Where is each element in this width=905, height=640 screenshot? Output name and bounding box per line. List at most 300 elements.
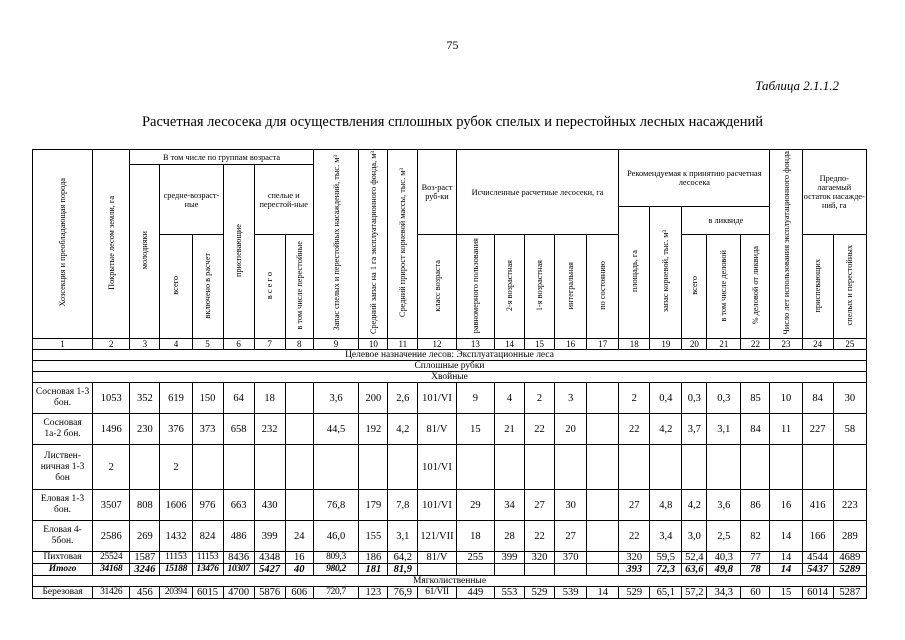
table-cell: 11153 [160, 552, 192, 564]
column-number: 23 [770, 339, 802, 350]
column-number-row [33, 339, 867, 350]
table-label: Таблица 2.1.1.2 [755, 78, 839, 93]
table-cell [802, 445, 833, 490]
table-cell: 5427 [254, 564, 285, 576]
table-cell [285, 445, 313, 490]
table-cell: 1496 [93, 414, 130, 445]
column-number: 6 [223, 339, 254, 350]
row-name: Еловая 4-5бон. [33, 521, 93, 552]
table-cell [388, 445, 418, 490]
table-cell [223, 445, 254, 490]
table-header [33, 150, 867, 350]
header-cell [650, 206, 682, 339]
header-text: всего [689, 276, 699, 295]
table-cell: 486 [223, 521, 254, 552]
row-name: Листвен-ничная 1-3 бон [33, 445, 93, 490]
table-cell: 77 [741, 552, 770, 564]
table-cell: 16 [285, 552, 313, 564]
table-cell: 84 [741, 414, 770, 445]
table-cell: 2 [525, 383, 555, 414]
header-text: равномерного пользования [470, 237, 480, 334]
column-number: 24 [802, 339, 833, 350]
table-cell [833, 445, 866, 490]
header-cell [223, 165, 254, 339]
table-cell [254, 445, 285, 490]
table-cell: 22 [525, 414, 555, 445]
table-cell: 289 [833, 521, 866, 552]
table-cell: 150 [192, 383, 223, 414]
table-cell: 3 [555, 383, 587, 414]
header-cell [388, 150, 418, 339]
table-cell: 65,1 [650, 587, 682, 599]
header-text: Покрытые лесом земли, га [106, 195, 116, 290]
header-text: приспевающие [234, 223, 244, 277]
table-cell: 0,3 [707, 383, 741, 414]
table-cell: 7,8 [388, 490, 418, 521]
table-row [33, 383, 867, 414]
table-cell: 1587 [130, 552, 160, 564]
table-cell [619, 445, 650, 490]
header-cell [525, 235, 555, 339]
table-cell: 373 [192, 414, 223, 445]
header-text: 2-я возрастная [504, 259, 514, 312]
table-cell: 4 [494, 383, 524, 414]
table-cell: 4700 [223, 587, 254, 599]
table-cell: 25524 [93, 552, 130, 564]
table-cell [456, 445, 494, 490]
column-number: 9 [313, 339, 359, 350]
column-number: 16 [555, 339, 587, 350]
header-text: включено в расчет [203, 252, 213, 319]
table-cell: 14 [770, 552, 802, 564]
table-cell: 980,2 [313, 564, 359, 576]
header-text: Средний прирост корневой массы, тыс. м³ [398, 168, 408, 318]
table-cell: 3507 [93, 490, 130, 521]
table-cell: 399 [494, 552, 524, 564]
table-cell: 10307 [223, 564, 254, 576]
table-row [33, 414, 867, 445]
header-cell [254, 235, 285, 339]
table-cell: 720,7 [313, 587, 359, 599]
table-cell: 81/V [418, 414, 456, 445]
table-cell: 5437 [802, 564, 833, 576]
table-cell: 82 [741, 521, 770, 552]
table-cell [359, 445, 388, 490]
header-cell [456, 235, 494, 339]
table-cell: 606 [285, 587, 313, 599]
table-cell: 101/VI [418, 383, 456, 414]
column-number: 2 [93, 339, 130, 350]
table-cell: 1432 [160, 521, 192, 552]
table-row [33, 552, 867, 564]
header-cell [359, 150, 388, 339]
column-number: 19 [650, 339, 682, 350]
header-cell [418, 235, 456, 339]
column-number: 13 [456, 339, 494, 350]
header-text: Хозсекция и преобладающая порода [58, 178, 68, 308]
row-name: Сосновая 1а-2 бон. [33, 414, 93, 445]
column-number: 14 [494, 339, 524, 350]
header-text: по состоянию [598, 261, 608, 310]
table-cell: 352 [130, 383, 160, 414]
header-cell [770, 150, 802, 339]
table-cell: 3,6 [313, 383, 359, 414]
column-number: 15 [525, 339, 555, 350]
table-cell: 4,2 [388, 414, 418, 445]
table-cell: 529 [525, 587, 555, 599]
table-cell [494, 564, 524, 576]
table-cell: 539 [555, 587, 587, 599]
table-cell: 255 [456, 552, 494, 564]
table-cell [707, 445, 741, 490]
table-cell: 1053 [93, 383, 130, 414]
table-cell: 57,2 [682, 587, 707, 599]
table-cell [285, 383, 313, 414]
header-cell [313, 150, 359, 339]
table-cell: 30 [833, 383, 866, 414]
table-cell [587, 445, 619, 490]
header-cell [587, 235, 619, 339]
table-cell: 14 [770, 521, 802, 552]
table-cell: 430 [254, 490, 285, 521]
table-cell: 81,9 [388, 564, 418, 576]
table-cell: 27 [619, 490, 650, 521]
table-cell: 2,5 [707, 521, 741, 552]
header-text: в том числе перестойные [294, 241, 304, 330]
header-text: молодняки [140, 231, 150, 270]
table-cell: 2586 [93, 521, 130, 552]
table-cell: 22 [525, 521, 555, 552]
table-cell: 22 [619, 521, 650, 552]
column-number: 18 [619, 339, 650, 350]
header-group-middle-aged: средне-возраст-ные [160, 165, 223, 235]
table-cell: 2 [160, 445, 192, 490]
header-text: интегральная [566, 261, 576, 310]
table-cell: 76,8 [313, 490, 359, 521]
table-cell [192, 445, 223, 490]
header-text: в том числе деловой [719, 249, 729, 322]
table-cell [587, 414, 619, 445]
table-cell: 61/VII [418, 587, 456, 599]
table-cell: 200 [359, 383, 388, 414]
table-cell: 320 [619, 552, 650, 564]
table-body [33, 350, 867, 599]
table-cell [525, 445, 555, 490]
header-text: запас корневой, тыс. м³ [661, 230, 671, 313]
table-cell: 20 [555, 414, 587, 445]
table-cell: 553 [494, 587, 524, 599]
table-cell: 46,0 [313, 521, 359, 552]
table-cell: 58 [833, 414, 866, 445]
table-cell: 230 [130, 414, 160, 445]
header-text: в с е г о [265, 271, 275, 300]
table-cell: 84 [802, 383, 833, 414]
table-cell: 166 [802, 521, 833, 552]
header-cell [802, 235, 833, 339]
table-cell: 10 [770, 383, 802, 414]
header-cell [192, 235, 223, 339]
table-cell [587, 383, 619, 414]
table-cell: 809,3 [313, 552, 359, 564]
section-purpose: Целевое назначение лесов: Эксплуатационные леса [33, 350, 867, 361]
header-text: Средний запас на 1 га эксплуатационного фонда, м³ [368, 151, 378, 335]
table-cell: 31426 [93, 587, 130, 599]
table-cell: 3,1 [388, 521, 418, 552]
table-cell: 449 [456, 587, 494, 599]
table-cell: 14 [587, 587, 619, 599]
table-cell [313, 445, 359, 490]
table-cell: 227 [802, 414, 833, 445]
row-name: Пихтовая [33, 552, 93, 564]
table-row [33, 445, 867, 490]
table-cell: 808 [130, 490, 160, 521]
table-cell: 4544 [802, 552, 833, 564]
table-row-total [33, 564, 867, 576]
header-cutting-age: Воз-раст руб-ки [418, 150, 456, 235]
header-group-mature: спелые и перестой-ные [254, 165, 313, 235]
table-cell: 24 [285, 521, 313, 552]
table-cell: 179 [359, 490, 388, 521]
table-cell: 34 [494, 490, 524, 521]
column-number: 1 [33, 339, 93, 350]
header-group-calculated: Исчисленные расчетные лесосеки, га [456, 150, 619, 235]
table-cell: 269 [130, 521, 160, 552]
header-group-liquid: в ликвиде [682, 206, 770, 235]
table-cell: 0,3 [682, 383, 707, 414]
table-cell: 155 [359, 521, 388, 552]
table-cell: 8436 [223, 552, 254, 564]
table-cell: 529 [619, 587, 650, 599]
header-cell [833, 235, 866, 339]
table-cell: 22 [619, 414, 650, 445]
table-cell: 3,0 [682, 521, 707, 552]
table-cell: 4,2 [682, 490, 707, 521]
table-cell: 5876 [254, 587, 285, 599]
header-cell [619, 206, 650, 339]
table-cell: 28 [494, 521, 524, 552]
table-cell: 4348 [254, 552, 285, 564]
table-cell [285, 414, 313, 445]
header-text: площадь, га [629, 250, 639, 293]
header-cell [160, 235, 192, 339]
header-cell [555, 235, 587, 339]
table-cell [494, 445, 524, 490]
table-cell: 320 [525, 552, 555, 564]
table-cell: 186 [359, 552, 388, 564]
table-cell: 416 [802, 490, 833, 521]
header-group-recommended: Рекомендуемая к принятию расчетная лесосека [619, 150, 770, 207]
table-cell: 40,3 [707, 552, 741, 564]
section-softwood: Мягколиственные [33, 576, 867, 587]
header-cell [285, 235, 313, 339]
table-cell: 399 [254, 521, 285, 552]
row-name: Итого [33, 564, 93, 576]
header-cell [741, 235, 770, 339]
header-cell [682, 235, 707, 339]
table-cell: 4,2 [650, 414, 682, 445]
table-cell: 1606 [160, 490, 192, 521]
table-cell: 30 [555, 490, 587, 521]
table-cell: 4,8 [650, 490, 682, 521]
table-cell: 18 [254, 383, 285, 414]
header-text: приспевающих [813, 258, 823, 313]
document-title: Расчетная лесосека для осуществления сплошных рубок спелых и перестойных лесных насаждений [141, 114, 764, 130]
table-cell: 101/VI [418, 445, 456, 490]
table-cell: 27 [525, 490, 555, 521]
header-cell [707, 235, 741, 339]
table-cell: 18 [456, 521, 494, 552]
table-cell: 59,5 [650, 552, 682, 564]
table-cell [285, 490, 313, 521]
column-number: 25 [833, 339, 866, 350]
table-cell: 40 [285, 564, 313, 576]
cutting-area-table [32, 149, 867, 599]
table-cell: 16 [770, 490, 802, 521]
table-cell [418, 564, 456, 576]
table-cell: 223 [833, 490, 866, 521]
header-text: Число лет использования эксплуатационного фонда [781, 151, 791, 335]
table-cell: 192 [359, 414, 388, 445]
header-group-remaining: Предпо-лагаемый остаток насажде-ний, га [802, 150, 866, 235]
table-cell: 824 [192, 521, 223, 552]
column-number: 7 [254, 339, 285, 350]
table-cell: 86 [741, 490, 770, 521]
table-cell: 64 [223, 383, 254, 414]
table-cell: 15 [456, 414, 494, 445]
table-cell: 9 [456, 383, 494, 414]
table-cell: 121/VII [418, 521, 456, 552]
table-cell: 2 [93, 445, 130, 490]
table-cell: 15 [770, 587, 802, 599]
table-cell: 393 [619, 564, 650, 576]
header-group-age: В том числе по группам возраста [130, 150, 313, 165]
table-cell: 3,6 [707, 490, 741, 521]
header-text: всего [171, 276, 181, 295]
table-cell: 2 [619, 383, 650, 414]
column-number: 5 [192, 339, 223, 350]
table-cell: 5287 [833, 587, 866, 599]
table-cell: 78 [741, 564, 770, 576]
table-cell: 21 [494, 414, 524, 445]
header-text: спелых и перестойных [845, 245, 855, 326]
table-cell: 619 [160, 383, 192, 414]
table-cell: 4689 [833, 552, 866, 564]
table-cell: 232 [254, 414, 285, 445]
table-cell [555, 445, 587, 490]
column-number: 20 [682, 339, 707, 350]
table-cell: 64,2 [388, 552, 418, 564]
table-cell [555, 564, 587, 576]
table-cell: 60 [741, 587, 770, 599]
header-cell [494, 235, 524, 339]
table-cell: 20394 [160, 587, 192, 599]
table-cell [456, 564, 494, 576]
table-row [33, 490, 867, 521]
column-number: 10 [359, 339, 388, 350]
table-cell: 3246 [130, 564, 160, 576]
table-cell: 49,8 [707, 564, 741, 576]
table-cell: 976 [192, 490, 223, 521]
table-cell [587, 552, 619, 564]
table-cell: 2,6 [388, 383, 418, 414]
table-cell [682, 445, 707, 490]
section-coniferous: Хвойные [33, 372, 867, 383]
table-cell: 123 [359, 587, 388, 599]
table-cell [525, 564, 555, 576]
table-cell: 376 [160, 414, 192, 445]
table-cell: 370 [555, 552, 587, 564]
header-cell [130, 165, 160, 339]
table-cell: 29 [456, 490, 494, 521]
header-text: 1-я возрастная [535, 259, 545, 312]
table-cell: 34168 [93, 564, 130, 576]
column-number: 17 [587, 339, 619, 350]
row-name: Сосновая 1-3 бон. [33, 383, 93, 414]
column-number: 4 [160, 339, 192, 350]
table-cell: 52,4 [682, 552, 707, 564]
table-cell: 101/VI [418, 490, 456, 521]
table-cell [587, 521, 619, 552]
table-cell: 5289 [833, 564, 866, 576]
table-cell: 3,4 [650, 521, 682, 552]
header-text: Запас спелых и перестойных насаждений, тыс. м³ [331, 154, 341, 331]
table-cell: 85 [741, 383, 770, 414]
column-number: 12 [418, 339, 456, 350]
table-cell: 663 [223, 490, 254, 521]
table-cell: 181 [359, 564, 388, 576]
table-cell: 11 [770, 414, 802, 445]
table-cell: 6014 [802, 587, 833, 599]
header-text: класс возраста [432, 259, 442, 312]
table-cell: 14 [770, 564, 802, 576]
header-cell [33, 150, 93, 339]
table-cell: 63,6 [682, 564, 707, 576]
table-cell: 13476 [192, 564, 223, 576]
table-cell: 34,3 [707, 587, 741, 599]
row-name: Березовая [33, 587, 93, 599]
table-cell: 0,4 [650, 383, 682, 414]
table-cell: 72,3 [650, 564, 682, 576]
table-cell [130, 445, 160, 490]
table-cell: 27 [555, 521, 587, 552]
table-cell [650, 445, 682, 490]
table-cell: 76,9 [388, 587, 418, 599]
row-name: Еловая 1-3 бон. [33, 490, 93, 521]
table-cell [587, 490, 619, 521]
table-row [33, 521, 867, 552]
table-cell [770, 445, 802, 490]
table-cell: 44,5 [313, 414, 359, 445]
table-cell: 11153 [192, 552, 223, 564]
table-cell: 6015 [192, 587, 223, 599]
table-cell: 3,7 [682, 414, 707, 445]
column-number: 3 [130, 339, 160, 350]
column-number: 11 [388, 339, 418, 350]
table-cell: 3,1 [707, 414, 741, 445]
header-cell [93, 150, 130, 339]
table-cell: 658 [223, 414, 254, 445]
table-cell [741, 445, 770, 490]
table-cell: 456 [130, 587, 160, 599]
header-text: % деловой от ликвида [750, 246, 760, 325]
table-cell [587, 564, 619, 576]
table-cell: 81/V [418, 552, 456, 564]
page-number: 75 [446, 38, 459, 52]
column-number: 22 [741, 339, 770, 350]
table-cell: 15188 [160, 564, 192, 576]
column-number: 8 [285, 339, 313, 350]
column-number: 21 [707, 339, 741, 350]
